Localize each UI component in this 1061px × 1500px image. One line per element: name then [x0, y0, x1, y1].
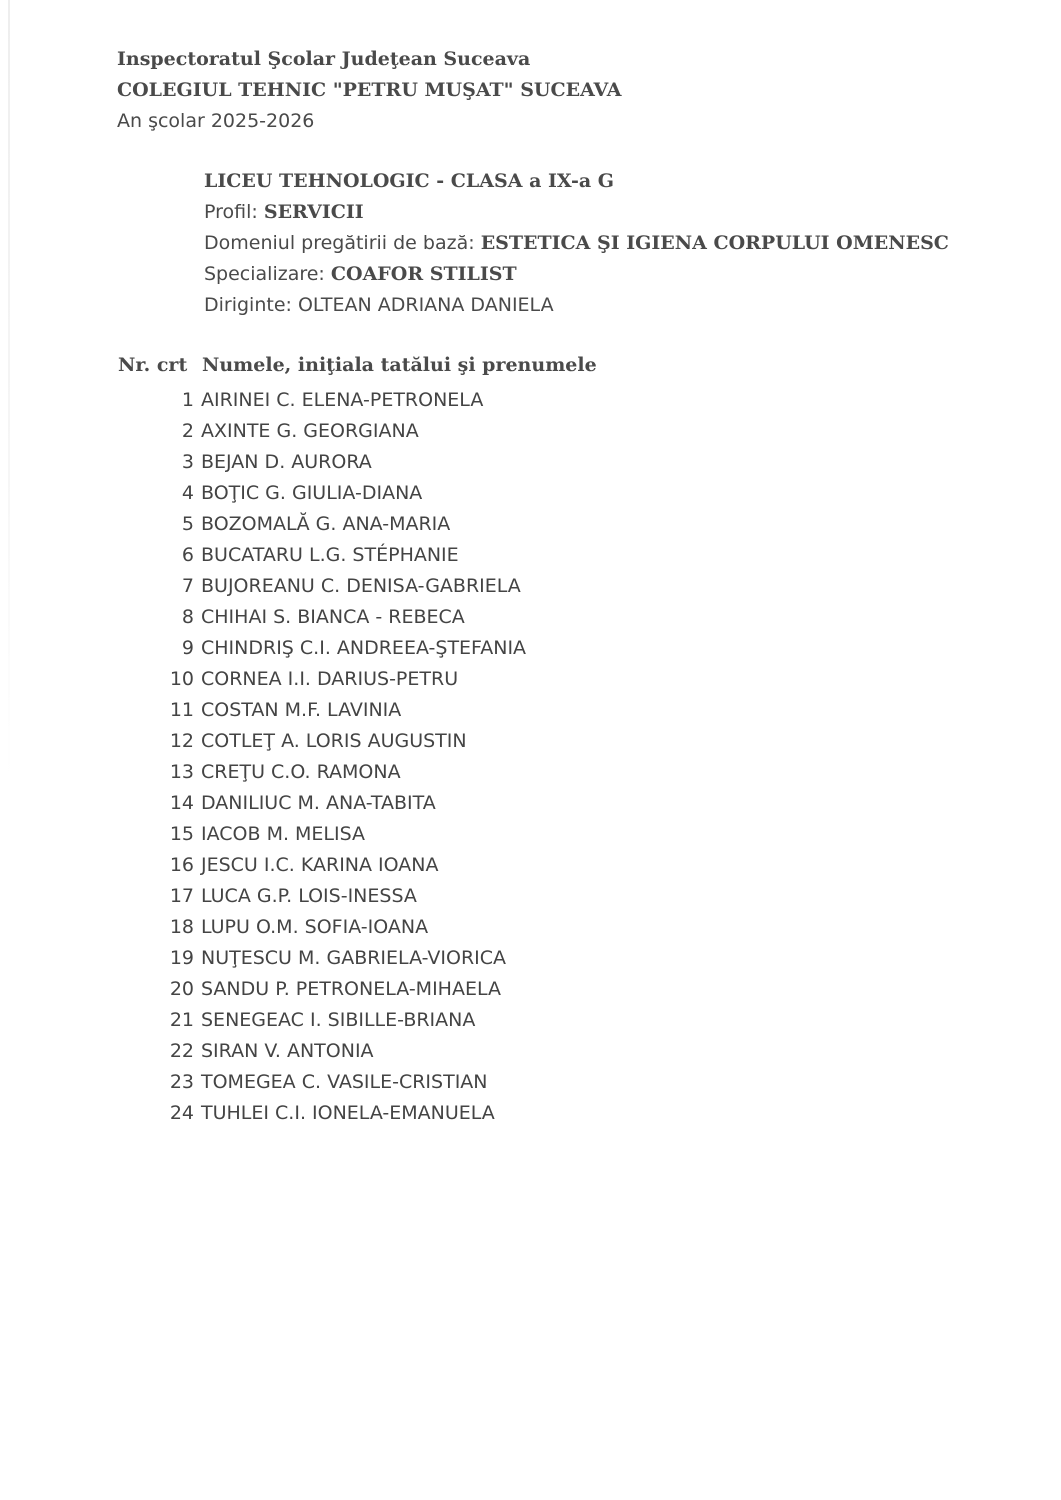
row-number: 1: [181, 389, 194, 411]
table-row: [118, 912, 526, 943]
table-row: [118, 850, 526, 881]
student-name: JESCU I.C. KARINA IOANA: [201, 854, 439, 876]
row-number: 24: [169, 1102, 194, 1124]
student-name: IACOB M. MELISA: [201, 823, 366, 845]
student-name: CHIHAI S. BIANCA - REBECA: [201, 606, 465, 628]
row-number: 12: [169, 730, 194, 752]
row-number: 19: [169, 947, 194, 969]
specialization-value: COAFOR STILIST: [330, 263, 517, 285]
domain-label: Domeniul pregătirii de bază:: [204, 232, 475, 254]
row-number: 16: [169, 854, 194, 876]
table-row: [118, 1067, 526, 1098]
row-number: 9: [181, 637, 194, 659]
table-row: [118, 540, 526, 571]
table-row: [118, 1098, 526, 1129]
row-number: 14: [169, 792, 194, 814]
row-number: 4: [181, 482, 194, 504]
row-number: 10: [169, 668, 194, 690]
table-row: [118, 447, 526, 478]
student-name: CORNEA I.I. DARIUS-PETRU: [201, 668, 459, 690]
profile-value: SERVICII: [263, 201, 364, 223]
table-row: [118, 757, 526, 788]
domain-value: ESTETICA ŞI IGIENA CORPULUI OMENESC: [480, 232, 949, 254]
school-name: COLEGIUL TEHNIC "PETRU MUŞAT" SUCEAVA: [117, 79, 622, 101]
table-header: [118, 354, 597, 376]
student-name: BUCATARU L.G. STÉPHANIE: [201, 544, 459, 566]
class-info: [204, 166, 949, 321]
table-row: [118, 571, 526, 602]
table-row: [118, 1036, 526, 1067]
scan-edge-shadow: [8, 0, 10, 780]
row-number: 11: [169, 699, 194, 721]
profile-line: [204, 197, 949, 228]
table-row: [118, 416, 526, 447]
column-header-nr: Nr. crt: [118, 354, 188, 376]
inspectorate-name: Inspectoratul Şcolar Judeţean Suceava: [117, 48, 531, 70]
domain-line: [204, 228, 949, 259]
student-name: LUPU O.M. SOFIA-IOANA: [201, 916, 429, 938]
specialization-line: [204, 259, 949, 290]
homeroom-value: OLTEAN ADRIANA DANIELA: [297, 294, 554, 316]
row-number: 8: [181, 606, 194, 628]
row-number: 17: [169, 885, 194, 907]
school-year: An şcolar 2025-2026: [117, 110, 315, 132]
document-header: [117, 44, 621, 137]
table-row: [118, 881, 526, 912]
table-row: [118, 1005, 526, 1036]
homeroom-label: Diriginte:: [204, 294, 292, 316]
student-name: CHINDRIŞ C.I. ANDREEA-ŞTEFANIA: [201, 637, 527, 659]
student-name: LUCA G.P. LOIS-INESSA: [201, 885, 417, 907]
table-row: [118, 602, 526, 633]
student-name: SANDU P. PETRONELA-MIHAELA: [201, 978, 501, 1000]
student-name: AXINTE G. GEORGIANA: [201, 420, 419, 442]
class-title: LICEU TEHNOLOGIC - CLASA a IX-a G: [204, 170, 615, 192]
row-number: 21: [169, 1009, 194, 1031]
table-row: [118, 509, 526, 540]
table-row: [118, 385, 526, 416]
student-list: [118, 385, 526, 1129]
table-row: [118, 726, 526, 757]
student-name: AIRINEI C. ELENA-PETRONELA: [201, 389, 484, 411]
table-row: [118, 695, 526, 726]
profile-label: Profil:: [204, 201, 258, 223]
row-number: 13: [169, 761, 194, 783]
homeroom-line: [204, 290, 949, 321]
student-name: COTLEŢ A. LORIS AUGUSTIN: [201, 730, 467, 752]
row-number: 18: [169, 916, 194, 938]
row-number: 5: [181, 513, 194, 535]
student-name: NUŢESCU M. GABRIELA-VIORICA: [201, 947, 507, 969]
table-row: [118, 974, 526, 1005]
table-row: [118, 664, 526, 695]
student-name: BEJAN D. AURORA: [201, 451, 372, 473]
row-number: 20: [169, 978, 194, 1000]
row-number: 7: [181, 575, 194, 597]
row-number: 22: [169, 1040, 194, 1062]
student-name: DANILIUC M. ANA-TABITA: [201, 792, 436, 814]
row-number: 15: [169, 823, 194, 845]
table-row: [118, 478, 526, 509]
student-name: CREŢU C.O. RAMONA: [201, 761, 401, 783]
table-row: [118, 943, 526, 974]
student-name: SIRAN V. ANTONIA: [201, 1040, 374, 1062]
student-name: BUJOREANU C. DENISA-GABRIELA: [201, 575, 521, 597]
column-header-name: Numele, iniţiala tatălui şi prenumele: [202, 354, 597, 376]
table-row: [118, 788, 526, 819]
student-name: COSTAN M.F. LAVINIA: [201, 699, 402, 721]
table-row: [118, 633, 526, 664]
student-name: SENEGEAC I. SIBILLE-BRIANA: [201, 1009, 476, 1031]
student-name: BOŢIC G. GIULIA-DIANA: [201, 482, 423, 504]
student-name: TUHLEI C.I. IONELA-EMANUELA: [201, 1102, 495, 1124]
student-name: TOMEGEA C. VASILE-CRISTIAN: [201, 1071, 488, 1093]
row-number: 3: [181, 451, 194, 473]
specialization-label: Specializare:: [204, 263, 325, 285]
row-number: 23: [169, 1071, 194, 1093]
row-number: 6: [181, 544, 194, 566]
student-name: BOZOMALĂ G. ANA-MARIA: [201, 513, 451, 535]
table-row: [118, 819, 526, 850]
row-number: 2: [181, 420, 194, 442]
